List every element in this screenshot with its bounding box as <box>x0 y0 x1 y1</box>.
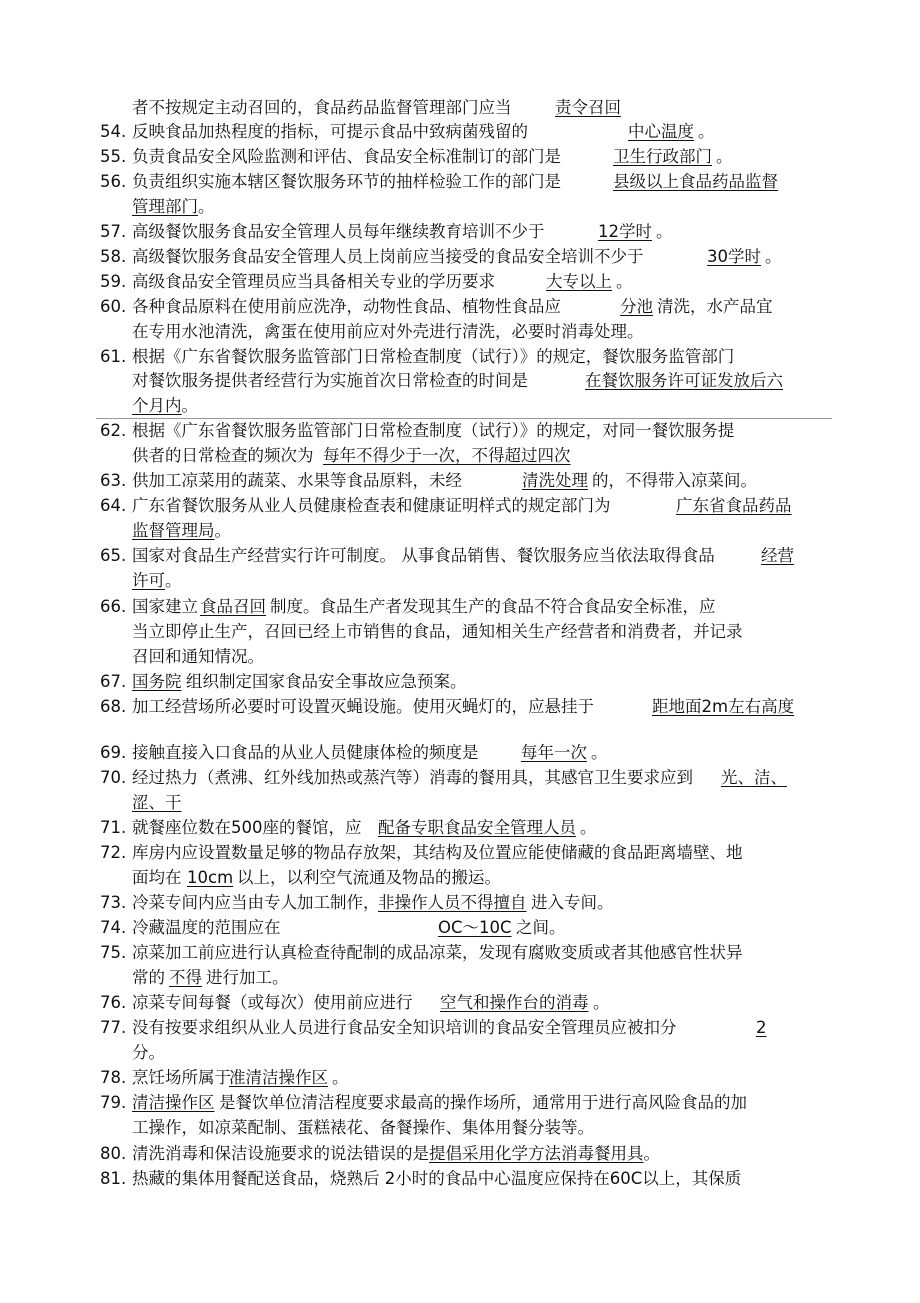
question-text-tail: 制度。食品生产者发现其生产的食品不符合食品安全标准，应 <box>270 597 716 616</box>
text-line <box>132 346 734 368</box>
question-number: 63. <box>100 471 127 490</box>
text-line <box>132 246 782 268</box>
question-text: 反映食品加热程度的指标，可提示食品中致病菌残留的 <box>132 122 528 141</box>
question-text-tail: 清洗，水产品宜 <box>657 297 773 316</box>
text-line <box>132 621 743 643</box>
question-text: 凉菜专间每餐（或每次）使用前应进行 <box>132 993 413 1012</box>
text-line <box>132 1042 165 1064</box>
answer-blank: 空气和操作台的消毒 <box>440 993 589 1012</box>
answer-blank: 监督管理局 <box>132 521 215 540</box>
question-text: 高级餐饮服务食品安全管理人员每年继续教育培训不少于 <box>132 222 545 241</box>
question-number: 59. <box>100 272 127 291</box>
question-text: 加工经营场所必要时可设置灭蝇设施。使用灭蝇灯的，应悬挂于 <box>132 697 594 716</box>
question-number: 54. <box>100 122 127 141</box>
question-text-tail: 。 <box>591 743 608 762</box>
text-line <box>132 867 501 889</box>
question-text: 工操作，如凉菜配制、蛋糕裱花、备餐操作、集体用餐分装等。 <box>132 1118 594 1137</box>
text-line <box>132 967 289 989</box>
answer-blank: 准清洁操作区 <box>229 1068 328 1087</box>
question-text-tail: 。 <box>181 396 198 415</box>
question-text: 就餐座位数在500座的餐馆，应 <box>132 818 362 837</box>
question-number: 60. <box>100 297 127 316</box>
text-line <box>132 395 198 417</box>
text-line <box>132 445 571 467</box>
question-text-tail: 。 <box>698 122 715 141</box>
question-text: 高级食品安全管理员应当具备相关专业的学历要求 <box>132 272 495 291</box>
question-text: 冷菜专间内应当由专人加工制作， <box>132 893 380 912</box>
question-text-tail: 。 <box>332 1068 349 1087</box>
text-line <box>132 1117 594 1139</box>
question-text: 国家建立 <box>132 597 198 616</box>
question-number: 67. <box>100 672 127 691</box>
question-text-tail: 以上，以利空气流通及物品的搬运。 <box>237 868 501 887</box>
question-number: 62. <box>100 421 127 440</box>
text-line <box>132 545 794 567</box>
question-text: 接触直接入口食品的从业人员健康体检的频度是 <box>132 743 479 762</box>
question-number: 75. <box>100 943 127 962</box>
question-text: 烹饪场所属于 <box>132 1068 231 1087</box>
question-number: 73. <box>100 893 127 912</box>
question-text: 常的 <box>132 968 165 987</box>
question-number: 70. <box>100 768 127 787</box>
question-text: 国家对食品生产经营实行许可制度。 从事食品销售、餐饮服务应当依法取得食品 <box>132 546 715 565</box>
text-line <box>132 1168 741 1190</box>
answer-blank: 不得 <box>169 968 202 987</box>
answer-blank: 涩、干 <box>132 793 182 812</box>
answer-blank: 分池 <box>620 297 653 316</box>
question-text-tail: 的，不得带入凉菜间。 <box>592 471 757 490</box>
answer-blank: 10cm <box>187 868 234 887</box>
question-text: 热藏的集体用餐配送食品，烧熟后 2小时的食品中心温度应保持在60C以上，其保质 <box>132 1169 742 1188</box>
question-number: 74. <box>100 918 127 937</box>
text-line <box>132 221 673 243</box>
answer-blank: 距地面2m左右高度 <box>652 697 795 716</box>
question-text: 没有按要求组织从业人员进行食品安全知识培训的食品安全管理员应被扣分 <box>132 1018 677 1037</box>
text-line <box>132 1067 349 1089</box>
answer-blank: 个月内 <box>132 396 182 415</box>
text-line <box>132 892 614 914</box>
text-line <box>132 646 264 668</box>
answer-blank: 食品召回 <box>200 597 266 616</box>
question-number: 66. <box>100 597 127 616</box>
question-text-tail: 。 <box>198 197 215 216</box>
question-text: 召回和通知情况。 <box>132 647 264 666</box>
text-line <box>132 696 795 718</box>
text-line <box>132 742 608 764</box>
page-divider <box>96 418 832 419</box>
question-number: 80. <box>100 1144 127 1163</box>
answer-blank: 非操作人员不得擅自 <box>378 893 527 912</box>
question-text-tail: 。 <box>716 147 733 166</box>
text-line <box>132 817 597 839</box>
text-line <box>132 321 644 343</box>
question-number: 81. <box>100 1169 127 1188</box>
answer-blank: 卫生行政部门 <box>613 147 712 166</box>
question-number: 56. <box>100 172 127 191</box>
text-line <box>132 97 621 119</box>
question-text: 凉菜加工前应进行认真检查待配制的成品凉菜，发现有腐败变质或者其他感官性状异 <box>132 943 743 962</box>
text-line <box>132 271 633 293</box>
question-text-tail: 。 <box>580 818 597 837</box>
question-number: 61. <box>100 347 127 366</box>
question-text-tail: 。 <box>656 222 673 241</box>
answer-blank: 30学时 <box>707 247 761 266</box>
question-text: 当立即停止生产，召回已经上市销售的食品，通知相关生产经营者和消费者，并记录 <box>132 622 743 641</box>
answer-blank: 清洗处理 <box>522 471 588 490</box>
answer-blank: 国务院 <box>132 672 182 691</box>
question-text-tail: 组织制定国家食品安全事故应急预案。 <box>186 672 467 691</box>
question-text-tail: 进入专间。 <box>531 893 614 912</box>
question-number: 68. <box>100 697 127 716</box>
question-text: 各种食品原料在使用前应洗净，动物性食品、植物性食品应 <box>132 297 561 316</box>
question-text: 者不按规定主动召回的，食品药品监督管理部门应当 <box>132 98 512 117</box>
question-text-tail: 。 <box>765 247 782 266</box>
question-number: 58. <box>100 247 127 266</box>
question-text: 根据《广东省餐饮服务监管部门日常检查制度（试行）》的规定，餐饮服务监管部门 <box>132 347 735 366</box>
answer-blank: 2 <box>756 1018 767 1037</box>
answer-blank: 大专以上 <box>546 272 612 291</box>
question-text-tail: 之间。 <box>516 918 566 937</box>
question-number: 72. <box>100 843 127 862</box>
text-line <box>132 570 182 592</box>
question-number: 64. <box>100 496 127 515</box>
text-line <box>132 792 182 814</box>
answer-blank: OC～10C <box>438 918 512 937</box>
answer-blank: 12学时 <box>598 222 652 241</box>
answer-blank: 清洁操作区 <box>132 1093 215 1112</box>
answer-blank: 在餐饮服务许可证发放后六 <box>585 371 783 390</box>
question-number: 78. <box>100 1068 127 1087</box>
question-text-tail: 。 <box>214 521 231 540</box>
question-number: 57. <box>100 222 127 241</box>
text-line <box>132 1143 660 1165</box>
answer-blank: 管理部门 <box>132 197 198 216</box>
question-text: 分。 <box>132 1043 165 1062</box>
question-text: 负责食品安全风险监测和评估、食品安全标准制订的部门是 <box>132 147 561 166</box>
question-number: 71. <box>100 818 127 837</box>
answer-blank: 光、洁、 <box>721 768 787 787</box>
text-line <box>132 420 734 442</box>
question-text-tail: 。 <box>593 993 610 1012</box>
answer-blank: 县级以上食品药品监督 <box>613 172 778 191</box>
question-text: 广东省餐饮服务从业人员健康检查表和健康证明样式的规定部门为 <box>132 496 611 515</box>
question-text: 冷藏温度的范围应在 <box>132 918 281 937</box>
text-line <box>132 146 733 168</box>
text-line <box>132 495 792 517</box>
question-text-tail: 。 <box>643 1144 660 1163</box>
text-line <box>132 171 778 193</box>
answer-blank: 提倡采用化学方法消毒餐用具 <box>429 1144 644 1163</box>
answer-blank: 每年一次 <box>521 743 587 762</box>
question-number: 77. <box>100 1018 127 1037</box>
text-line <box>132 842 743 864</box>
question-text: 高级餐饮服务食品安全管理人员上岗前应当接受的食品安全培训不少于 <box>132 247 644 266</box>
answer-blank: 许可 <box>132 571 165 590</box>
answer-blank: 配备专职食品安全管理人员 <box>378 818 576 837</box>
question-number: 76. <box>100 993 127 1012</box>
text-line <box>132 767 787 789</box>
question-text-tail: 是餐饮单位清洁程度要求最高的操作场所，通常用于进行高风险食品的加 <box>219 1093 747 1112</box>
answer-blank: 经营 <box>761 546 794 565</box>
question-number: 65. <box>100 546 127 565</box>
question-text-tail: 。 <box>616 272 633 291</box>
question-text: 供加工凉菜用的蔬菜、水果等食品原料，未经 <box>132 471 462 490</box>
question-text: 面均在 <box>132 868 182 887</box>
answer-blank: 责令召回 <box>555 98 621 117</box>
text-line <box>132 296 773 318</box>
text-line <box>132 942 743 964</box>
question-text: 负责组织实施本辖区餐饮服务环节的抽样检验工作的部门是 <box>132 172 561 191</box>
text-line <box>132 470 757 492</box>
question-number: 79. <box>100 1093 127 1112</box>
question-text-tail: 。 <box>165 571 182 590</box>
question-number: 69. <box>100 743 127 762</box>
text-line <box>132 917 566 939</box>
text-line <box>132 1017 767 1039</box>
text-line <box>132 370 783 392</box>
text-line <box>132 121 715 143</box>
answer-blank: 广东省食品药品 <box>676 496 792 515</box>
text-line <box>132 596 716 618</box>
question-number: 55. <box>100 147 127 166</box>
question-text: 对餐饮服务提供者经营行为实施首次日常检查的时间是 <box>132 371 528 390</box>
question-text: 库房内应设置数量足够的物品存放架，其结构及位置应能使储藏的食品距离墙壁、地 <box>132 843 743 862</box>
question-text: 清洗消毒和保洁设施要求的说法错误的是 <box>132 1144 429 1163</box>
answer-blank: 每年不得少于一次，不得超过四次 <box>323 446 571 465</box>
text-line <box>132 992 610 1014</box>
question-text: 根据《广东省餐饮服务监管部门日常检查制度（试行）》的规定，对同一餐饮服务提 <box>132 421 735 440</box>
question-text: 在专用水池清洗，禽蛋在使用前应对外壳进行清洗，必要时消毒处理。 <box>132 322 644 341</box>
answer-blank: 中心温度 <box>628 122 694 141</box>
question-text-tail: 进行加工。 <box>206 968 289 987</box>
question-text: 经过热力（煮沸、红外线加热或蒸汽等）消毒的餐用具，其感官卫生要求应到 <box>132 768 693 787</box>
question-text: 供者的日常检查的频次为 <box>132 446 314 465</box>
text-line <box>132 196 215 218</box>
text-line <box>132 520 231 542</box>
